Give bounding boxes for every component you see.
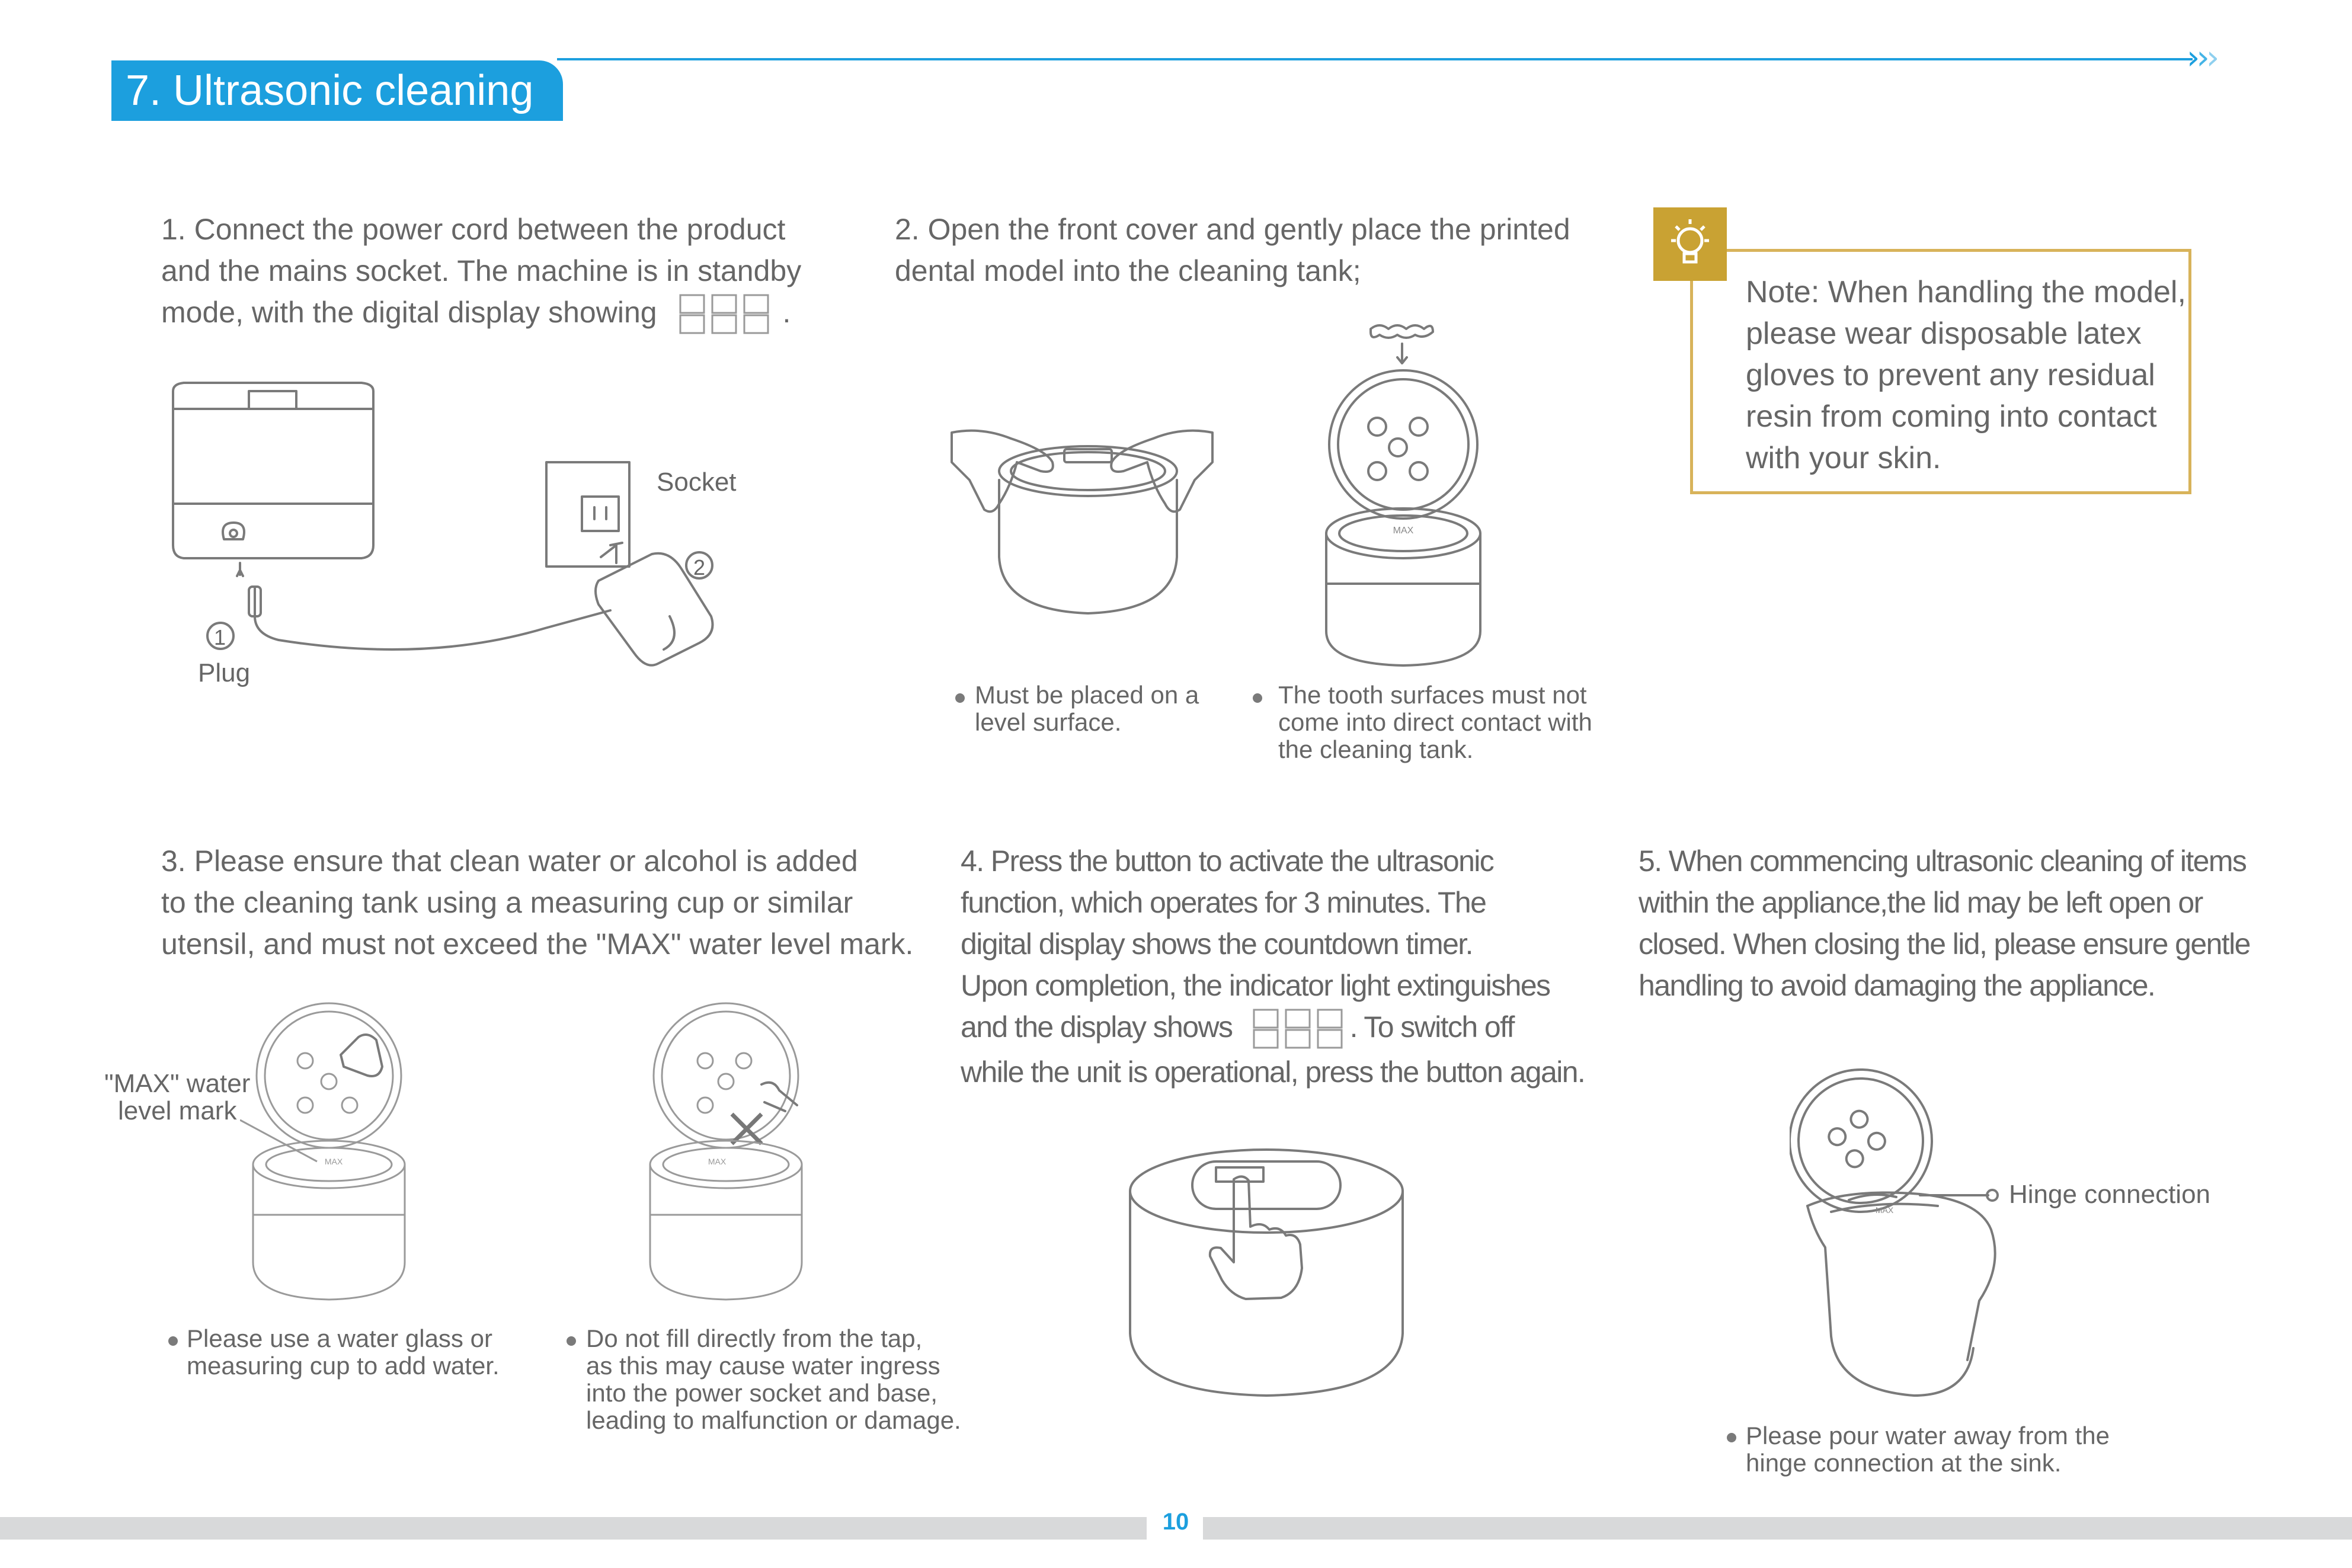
step1-line-end: . xyxy=(782,296,791,329)
measuring-cup-illustration xyxy=(240,1001,418,1304)
step4-line: digital display shows the countdown timer. xyxy=(961,927,1473,961)
step1-line: mode, with the digital display showing xyxy=(161,296,657,329)
max-mark: MAX xyxy=(1393,526,1414,536)
step4-line: function, which operates for 3 minutes. The xyxy=(961,886,1486,919)
step5-line: within the appliance,the lid may be left open or xyxy=(1639,886,2203,919)
tap-warning-illustration xyxy=(637,1001,815,1304)
plug-label: Plug xyxy=(198,658,251,687)
step3-line: 3. Please ensure that clean water or alcohol is added xyxy=(161,844,858,878)
step3-line: utensil, and must not exceed the "MAX" water level mark. xyxy=(161,927,914,961)
step2-bullet-a: Must be placed on a level surface. xyxy=(975,681,1199,736)
step1-line: and the mains socket. The machine is in standby xyxy=(161,254,802,287)
max-mark: MAX xyxy=(708,1157,727,1166)
section-title: 7. Ultrasonic cleaning xyxy=(126,67,534,114)
step4-text xyxy=(961,840,1585,1093)
max-mark: MAX xyxy=(324,1157,343,1166)
step1-line: 1. Connect the power cord between the product xyxy=(161,213,786,246)
step2-text xyxy=(895,209,1570,292)
max-mark: MAX xyxy=(1875,1205,1894,1215)
max-water-label: "MAX" water level mark xyxy=(104,1069,251,1125)
step5-line: handling to avoid damaging the appliance. xyxy=(1639,969,2155,1002)
step4-line: . To switch off xyxy=(1349,1010,1514,1044)
step3-bullet-a: Please use a water glass or measuring cup to add water. xyxy=(187,1324,500,1380)
step3-text xyxy=(161,840,913,965)
digital-display-icon xyxy=(678,293,773,337)
step3-line: to the cleaning tank using a measuring cup or similar xyxy=(161,886,853,919)
lightbulb-icon xyxy=(1653,207,1727,281)
step3-bullet-b: Do not fill directly from the tap, as this may cause water ingress into the power socket and base, leading to malfunction or damage. xyxy=(586,1324,961,1434)
step4-line: while the unit is operational, press the button again. xyxy=(961,1055,1585,1089)
step4-line: 4. Press the button to activate the ultrasonic xyxy=(961,844,1494,878)
step5-bullet-a: Please pour water away from the hinge connection at the sink. xyxy=(1746,1422,2110,1477)
footer-bar-left xyxy=(0,1517,1147,1540)
socket-label: Socket xyxy=(657,468,737,497)
hands-cover-illustration xyxy=(946,415,1218,616)
digital-display-icon xyxy=(1252,1007,1346,1051)
hinge-pour-illustration xyxy=(1790,1052,2027,1407)
hinge-label: Hinge connection xyxy=(2009,1180,2211,1209)
note-text: Note: When handling the model, please wear disposable latex gloves to prevent any residual resin from coming into contact with your skin. xyxy=(1746,275,2186,475)
power-connection-illustration xyxy=(160,367,741,699)
step2-line: dental model into the cleaning tank; xyxy=(895,254,1361,287)
step2-line: 2. Open the front cover and gently place the printed xyxy=(895,213,1570,246)
step1-text xyxy=(161,209,801,337)
step5-line: closed. When closing the lid, please ensure gentle xyxy=(1639,927,2250,961)
marker-2: 2 xyxy=(693,555,706,580)
step4-line: Upon completion, the indicator light extinguishes xyxy=(961,969,1550,1002)
marker-1: 1 xyxy=(214,625,226,649)
step5-line: 5. When commencing ultrasonic cleaning of items xyxy=(1639,844,2247,878)
press-button-illustration xyxy=(1121,1144,1412,1399)
step4-line: and the display shows xyxy=(961,1010,1233,1044)
chevrons-icon: ››› xyxy=(2187,39,2216,77)
open-lid-model-illustration xyxy=(1314,317,1492,673)
header-rule xyxy=(557,58,2193,60)
footer-bar-right xyxy=(1203,1517,2352,1540)
step2-bullet-b: The tooth surfaces must not come into direct contact with the cleaning tank. xyxy=(1278,681,1592,763)
step5-text xyxy=(1639,840,2250,1006)
page-number: 10 xyxy=(1162,1509,1189,1535)
